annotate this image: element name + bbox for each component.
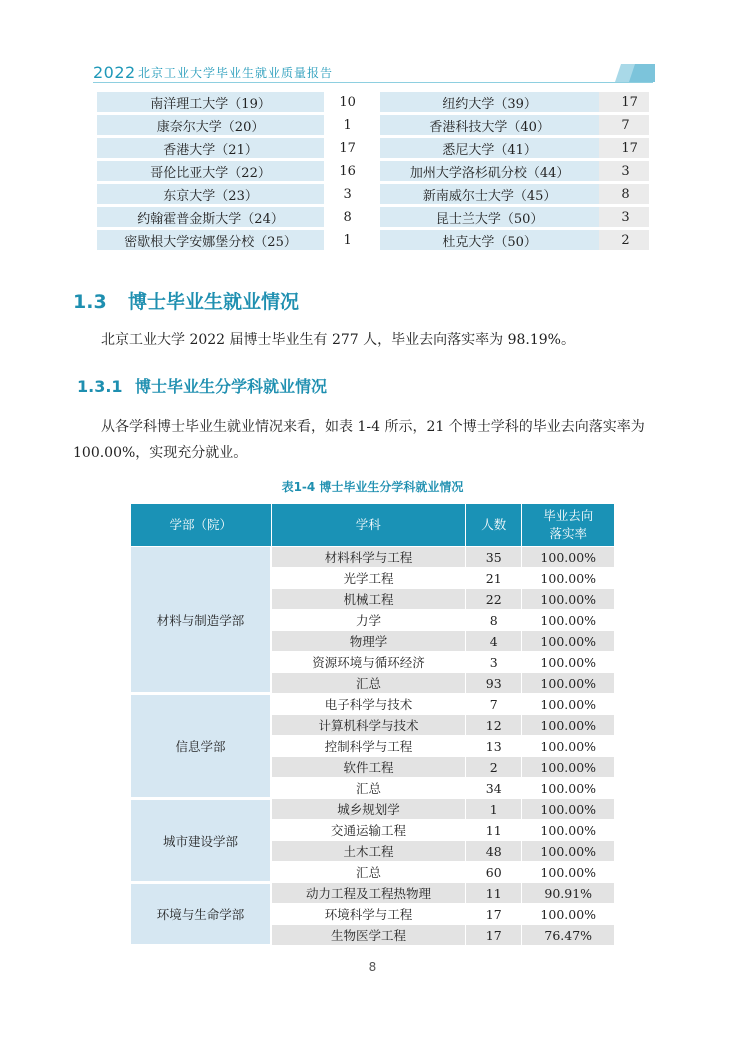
subject-cell: 动力工程及工程热物理 [271, 883, 465, 904]
table-row [97, 230, 649, 250]
rate-cell: 100.00% [522, 694, 615, 715]
count-cell: 60 [466, 862, 522, 883]
right-count: 7 [599, 115, 649, 135]
right-university-name: 新南威尔士大学（45） [380, 184, 599, 204]
left-university-name: 南洋理工大学（19） [97, 92, 324, 112]
subject-cell: 城乡规划学 [271, 799, 465, 820]
right-count: 8 [599, 184, 649, 204]
table-row [131, 547, 615, 568]
rate-cell: 100.00% [522, 820, 615, 841]
table-row [97, 138, 649, 158]
table-row [97, 161, 649, 181]
subject-cell: 力学 [271, 610, 465, 631]
table-row [131, 694, 615, 715]
right-count: 17 [599, 138, 649, 158]
count-cell: 3 [466, 652, 522, 673]
rate-cell: 100.00% [522, 568, 615, 589]
subject-cell: 软件工程 [271, 757, 465, 778]
count-cell: 8 [466, 610, 522, 631]
rate-cell: 100.00% [522, 778, 615, 799]
header-dept: 学部（院） [131, 504, 272, 547]
right-university-name: 加州大学洛杉矶分校（44） [380, 161, 599, 181]
section-1-3-1-paragraph: 从各学科博士毕业生就业情况来看，如表 1-4 所示，21 个博士学科的毕业去向落实率为 100.00%，实现充分就业。 [73, 419, 645, 461]
rate-cell: 100.00% [522, 757, 615, 778]
count-cell: 11 [466, 820, 522, 841]
subject-cell: 机械工程 [271, 589, 465, 610]
right-university-name: 香港科技大学（40） [380, 115, 599, 135]
column-gap [371, 184, 380, 204]
left-university-name: 香港大学（21） [97, 138, 324, 158]
header-subject: 学科 [271, 504, 465, 547]
rate-cell: 100.00% [522, 673, 615, 694]
subject-cell: 光学工程 [271, 568, 465, 589]
rate-cell: 100.00% [522, 799, 615, 820]
table-row [97, 184, 649, 204]
report-year: 2022 [93, 63, 136, 82]
left-count: 1 [324, 230, 371, 250]
right-count: 2 [599, 230, 649, 250]
rate-cell: 100.00% [522, 841, 615, 862]
right-count: 17 [599, 92, 649, 112]
count-cell: 21 [466, 568, 522, 589]
header-count: 人数 [466, 504, 522, 547]
left-count: 1 [324, 115, 371, 135]
report-title: 北京工业大学毕业生就业质量报告 [138, 66, 334, 80]
subject-cell: 环境科学与工程 [271, 904, 465, 925]
count-cell: 4 [466, 631, 522, 652]
table-caption: 表1-4 博士毕业生分学科就业情况 [281, 480, 464, 494]
subject-cell: 控制科学与工程 [271, 736, 465, 757]
rate-cell: 76.47% [522, 925, 615, 946]
header-divider [93, 82, 653, 83]
table-row [97, 115, 649, 135]
left-university-name: 约翰霍普金斯大学（24） [97, 207, 324, 227]
rate-cell: 100.00% [522, 715, 615, 736]
count-cell: 7 [466, 694, 522, 715]
count-cell: 22 [466, 589, 522, 610]
left-university-name: 哥伦比亚大学（22） [97, 161, 324, 181]
subject-cell: 计算机科学与技术 [271, 715, 465, 736]
column-gap [371, 138, 380, 158]
count-cell: 17 [466, 925, 522, 946]
left-count: 17 [324, 138, 371, 158]
column-gap [371, 115, 380, 135]
right-university-name: 昆士兰大学（50） [380, 207, 599, 227]
left-university-name: 东京大学（23） [97, 184, 324, 204]
count-cell: 48 [466, 841, 522, 862]
subject-cell: 汇总 [271, 673, 465, 694]
rate-cell: 100.00% [522, 736, 615, 757]
subject-cell: 生物医学工程 [271, 925, 465, 946]
subject-cell: 资源环境与循环经济 [271, 652, 465, 673]
rate-cell: 100.00% [522, 547, 615, 568]
rate-cell: 100.00% [522, 631, 615, 652]
left-university-name: 康奈尔大学（20） [97, 115, 324, 135]
count-cell: 93 [466, 673, 522, 694]
column-gap [371, 207, 380, 227]
column-gap [371, 230, 380, 250]
count-cell: 34 [466, 778, 522, 799]
left-count: 16 [324, 161, 371, 181]
right-university-name: 纽约大学（39） [380, 92, 599, 112]
rate-cell: 100.00% [522, 589, 615, 610]
table-row [131, 883, 615, 904]
university-ranking-table [97, 89, 649, 253]
table-row [131, 799, 615, 820]
count-cell: 12 [466, 715, 522, 736]
count-cell: 2 [466, 757, 522, 778]
count-cell: 1 [466, 799, 522, 820]
department-cell: 城市建设学部 [131, 799, 272, 883]
left-count: 3 [324, 184, 371, 204]
rate-cell: 100.00% [522, 610, 615, 631]
column-gap [371, 161, 380, 181]
department-cell: 信息学部 [131, 694, 272, 799]
subject-cell: 电子科学与技术 [271, 694, 465, 715]
section-1-3-paragraph: 北京工业大学 2022 届博士毕业生有 277 人，毕业去向落实率为 98.19%。 [101, 332, 575, 348]
rate-cell: 100.00% [522, 904, 615, 925]
count-cell: 11 [466, 883, 522, 904]
doctoral-employment-table [130, 503, 615, 947]
column-gap [371, 92, 380, 112]
left-count: 8 [324, 207, 371, 227]
subject-cell: 物理学 [271, 631, 465, 652]
subject-cell: 汇总 [271, 778, 465, 799]
department-cell: 材料与制造学部 [131, 547, 272, 694]
table-row [97, 207, 649, 227]
header-decoration-icon [615, 62, 655, 84]
page-number: 8 [368, 960, 377, 974]
left-count: 10 [324, 92, 371, 112]
count-cell: 35 [466, 547, 522, 568]
rate-cell: 90.91% [522, 883, 615, 904]
right-count: 3 [599, 207, 649, 227]
right-university-name: 悉尼大学（41） [380, 138, 599, 158]
right-count: 3 [599, 161, 649, 181]
rate-cell: 100.00% [522, 862, 615, 883]
subject-cell: 材料科学与工程 [271, 547, 465, 568]
count-cell: 13 [466, 736, 522, 757]
subject-cell: 土木工程 [271, 841, 465, 862]
section-1-3-heading: 1.3 博士毕业生就业情况 [73, 291, 300, 313]
subject-cell: 汇总 [271, 862, 465, 883]
right-university-name: 杜克大学（50） [380, 230, 599, 250]
header-rate: 毕业去向 落实率 [522, 504, 615, 547]
department-cell: 环境与生命学部 [131, 883, 272, 946]
section-1-3-1-heading: 1.3.1 博士毕业生分学科就业情况 [77, 377, 328, 396]
left-university-name: 密歇根大学安娜堡分校（25） [97, 230, 324, 250]
count-cell: 17 [466, 904, 522, 925]
rate-cell: 100.00% [522, 652, 615, 673]
subject-cell: 交通运输工程 [271, 820, 465, 841]
table-row [97, 92, 649, 112]
